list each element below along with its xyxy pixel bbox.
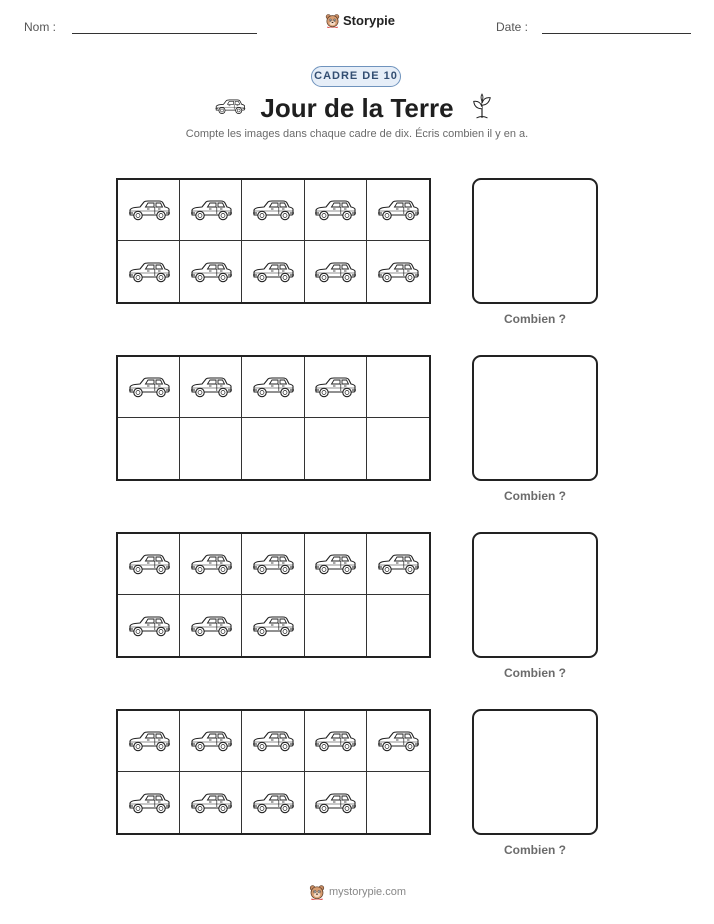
- car-icon: [376, 259, 420, 285]
- answer-box[interactable]: [472, 355, 598, 481]
- ten-frame-cell: [305, 357, 367, 418]
- ten-frame-cell: [305, 711, 367, 772]
- car-icon: [127, 551, 171, 577]
- car-icon: [313, 728, 357, 754]
- car-icon: [189, 197, 233, 223]
- ten-frame-cell: [242, 711, 304, 772]
- ten-frame-cell: [180, 241, 242, 302]
- car-icon: [376, 728, 420, 754]
- car-icon: [127, 790, 171, 816]
- car-icon: [313, 551, 357, 577]
- combien-label: Combien ?: [504, 843, 566, 857]
- page-title: Jour de la Terre: [260, 93, 454, 123]
- ten-frame-cell: [305, 418, 367, 479]
- car-icon: [127, 197, 171, 223]
- ten-frame-cell: [367, 772, 429, 833]
- car-icon: [313, 197, 357, 223]
- ten-frame: [116, 532, 431, 658]
- bear-mascot-icon: [325, 13, 340, 28]
- car-icon: [251, 728, 295, 754]
- date-field[interactable]: [542, 33, 691, 34]
- car-icon: [189, 790, 233, 816]
- ten-frame: [116, 355, 431, 481]
- ten-frame-cell: [305, 241, 367, 302]
- ten-frame-cell: [118, 534, 180, 595]
- car-icon: [313, 790, 357, 816]
- sprout-icon: [471, 92, 493, 120]
- car-icon: [189, 613, 233, 639]
- brand-name: Storypie: [343, 13, 396, 28]
- name-label: Nom :: [24, 20, 57, 34]
- car-icon: [376, 551, 420, 577]
- car-icon: [127, 259, 171, 285]
- ten-frame-cell: [118, 241, 180, 302]
- ten-frame-cell: [180, 772, 242, 833]
- instructions: Compte les images dans chaque cadre de dix. Écris combien il y en a.: [185, 128, 529, 140]
- ten-frame-cell: [305, 180, 367, 241]
- bear-mascot-icon: [309, 884, 325, 900]
- ten-frame-cell: [305, 534, 367, 595]
- ten-frame-cell: [367, 180, 429, 241]
- ten-frame-cell: [242, 241, 304, 302]
- ten-frame: [116, 178, 431, 304]
- ten-frame-cell: [118, 595, 180, 656]
- answer-box[interactable]: [472, 178, 598, 304]
- ten-frame-cell: [305, 772, 367, 833]
- footer: [309, 884, 406, 900]
- combien-label: Combien ?: [504, 312, 566, 326]
- ten-frame-cell: [180, 534, 242, 595]
- ten-frame-cell: [242, 595, 304, 656]
- ten-frame-cell: [367, 534, 429, 595]
- ten-frame-cell: [118, 711, 180, 772]
- car-icon: [127, 613, 171, 639]
- ten-frame-cell: [367, 711, 429, 772]
- car-icon: [313, 374, 357, 400]
- ten-frame-cell: [242, 180, 304, 241]
- answer-box[interactable]: [472, 709, 598, 835]
- car-icon: [189, 728, 233, 754]
- car-icon: [376, 197, 420, 223]
- ten-frame-cell: [118, 772, 180, 833]
- car-icon: [127, 374, 171, 400]
- car-icon: [251, 790, 295, 816]
- footer-url[interactable]: mystorypie.com: [329, 886, 407, 898]
- ten-frame-cell: [180, 595, 242, 656]
- combien-label: Combien ?: [504, 666, 566, 680]
- ten-frame: [116, 709, 431, 835]
- car-icon: [189, 374, 233, 400]
- car-icon: [251, 197, 295, 223]
- car-icon: [251, 613, 295, 639]
- car-icon: [189, 551, 233, 577]
- ten-frame-cell: [367, 357, 429, 418]
- date-label: Date :: [496, 20, 529, 34]
- brand-logo: [325, 13, 395, 28]
- car-icon: [313, 259, 357, 285]
- car-icon: [251, 551, 295, 577]
- ten-frame-cell: [180, 180, 242, 241]
- ten-frame-cell: [118, 357, 180, 418]
- ten-frame-cell: [367, 595, 429, 656]
- ten-frame-cell: [118, 180, 180, 241]
- ten-frame-cell: [242, 534, 304, 595]
- name-field[interactable]: [72, 33, 257, 34]
- ten-frame-cell: [305, 595, 367, 656]
- ten-frame-cell: [367, 418, 429, 479]
- ten-frame-cell: [118, 418, 180, 479]
- ten-frame-cell: [242, 418, 304, 479]
- car-icon: [189, 259, 233, 285]
- answer-box[interactable]: [472, 532, 598, 658]
- car-icon: [251, 374, 295, 400]
- ten-frame-cell: [242, 772, 304, 833]
- worksheet-badge: CADRE DE 10: [311, 66, 401, 87]
- ten-frame-cell: [180, 711, 242, 772]
- car-icon: [127, 728, 171, 754]
- car-icon: [251, 259, 295, 285]
- ten-frame-cell: [180, 357, 242, 418]
- ten-frame-cell: [242, 357, 304, 418]
- combien-label: Combien ?: [504, 489, 566, 503]
- ten-frame-cell: [367, 241, 429, 302]
- ten-frame-cell: [180, 418, 242, 479]
